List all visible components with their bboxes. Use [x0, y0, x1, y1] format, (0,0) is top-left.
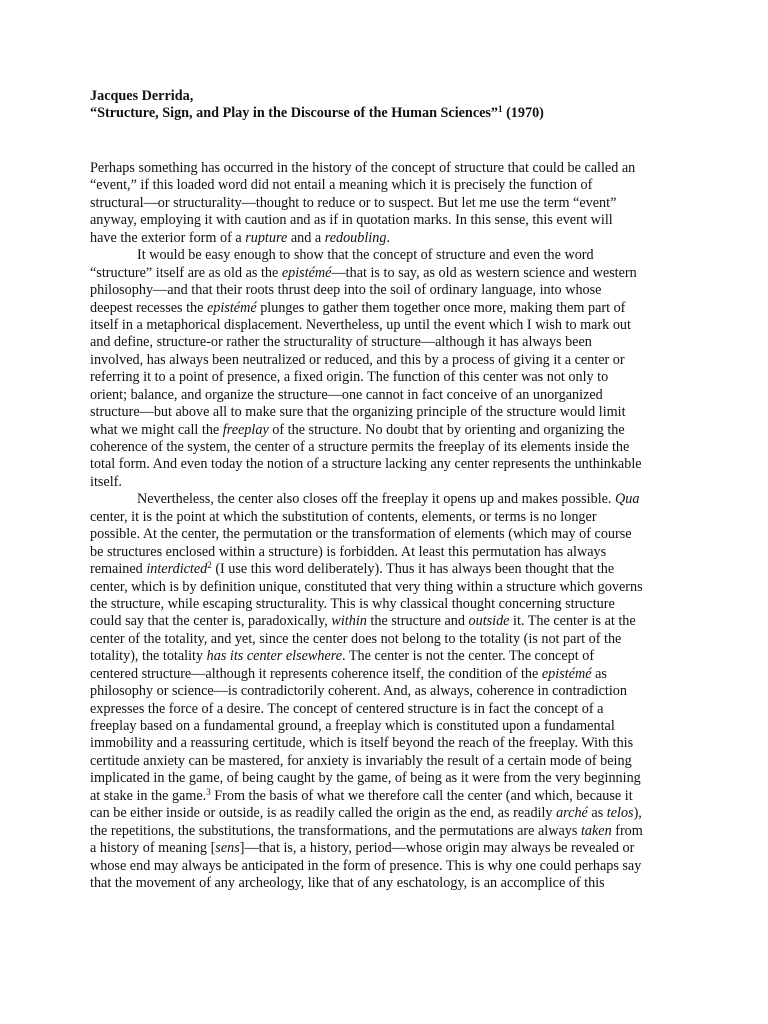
- text-line: [90, 701, 690, 718]
- text-run: philosophy—and that their roots thrust deep into the soil of ordinary language, into whose: [90, 282, 602, 299]
- text-line: [90, 805, 690, 822]
- text-run: involved, has always been neutralized or reduced, and this by a process of giving it a center or: [90, 351, 625, 368]
- text-line: [90, 300, 690, 317]
- text-run: the repetitions, the substitutions, the transformations, and the permutations are always: [90, 822, 581, 839]
- text-line: [90, 195, 690, 212]
- text-line: [90, 648, 690, 665]
- text-run: remained: [90, 561, 147, 578]
- text-run: as: [587, 805, 607, 822]
- text-run: —that is to say, as old as western science and western: [331, 264, 637, 281]
- text-line: [90, 265, 690, 282]
- text-run: Nevertheless, the center also closes off the freeplay it opens up and makes possible.: [137, 491, 616, 508]
- text-line: [90, 526, 690, 543]
- text-run: philosophy or science—is contradictorily coherent. And, as always, coherence in contradiction: [90, 683, 627, 700]
- text-run: totality), the totality: [90, 648, 207, 665]
- text-line: [90, 579, 690, 596]
- text-run: a history of meaning [: [90, 840, 216, 857]
- text-line: [90, 422, 690, 439]
- text-run: as: [591, 665, 607, 682]
- text-line: [90, 735, 690, 752]
- text-line: [90, 788, 690, 805]
- text-line: [90, 631, 690, 648]
- text-line: [90, 718, 690, 735]
- text-run: total form. And even today the notion of a structure lacking any center represents the unthinkable: [90, 456, 642, 473]
- text-run: of the structure. No doubt that by orienting and organizing the: [268, 421, 625, 438]
- text-line: [90, 334, 690, 351]
- text-run: orient; balance, and organize the structure—one cannot in fact conceive of an unorganized: [90, 386, 603, 403]
- italic-term: outside: [468, 613, 510, 630]
- footnote-marker: 3: [206, 786, 211, 797]
- italic-term: epistémé: [281, 264, 332, 281]
- text-line: [90, 439, 690, 456]
- text-line: [90, 160, 690, 177]
- text-line: [90, 212, 690, 229]
- text-run: whose end may always be anticipated in the form of presence. This is why one could perhaps say: [90, 857, 642, 874]
- text-run: Perhaps something has occurred in the history of the concept of structure that could be called an: [90, 160, 636, 176]
- title-line: [90, 105, 730, 122]
- text-run: center, which is by definition unique, constituted that very thing within a structure which governs: [90, 578, 643, 595]
- text-line: [90, 369, 690, 386]
- footnote-marker: 1: [498, 104, 503, 115]
- italic-term: telos: [606, 805, 634, 822]
- italic-term: rupture: [245, 229, 288, 246]
- text-run: structural—or structurality—thought to reduce or to suspect. But let me use the term “event”: [90, 194, 617, 211]
- text-line: [90, 404, 690, 421]
- text-run: expresses the force of a desire. The concept of centered structure is in fact the concept of a: [90, 700, 604, 717]
- italic-term: within: [331, 613, 367, 630]
- text-line: [90, 561, 690, 578]
- document-heading: [90, 88, 730, 123]
- text-run: the structure and: [366, 613, 469, 630]
- text-run: structure—but above all to make sure that the organizing principle of the structure would limit: [90, 404, 626, 421]
- italic-term: epistémé: [541, 665, 592, 682]
- text-run: referring it to a point of presence, a fixed origin. The function of this center was not only to: [90, 369, 609, 386]
- text-run: can be either inside or outside, is as readily called the origin as the end, as readily: [90, 805, 557, 822]
- text-line: [90, 491, 690, 508]
- italic-term: sens: [215, 840, 240, 857]
- text-run: From the basis of what we therefore call the center (and which, because it: [210, 787, 633, 804]
- text-run: what we might call the: [90, 421, 223, 438]
- italic-term: redoubling: [324, 229, 387, 246]
- text-line: [90, 753, 690, 770]
- italic-term: interdicted: [146, 561, 208, 578]
- text-run: deepest recesses the: [90, 299, 207, 316]
- text-run: freeplay based on a fundamental ground, a freeplay which is constituted upon a fundamental: [90, 718, 615, 734]
- text-run: immobility and a reassuring certitude, which is itself beyond the reach of the freeplay. With this: [90, 735, 634, 752]
- author-line: Jacques Derrida,: [90, 88, 194, 104]
- text-run: plunges to gather them together once more, making them part of: [256, 299, 626, 316]
- text-run: and define, structure-or rather the structurality of structure—although it has always been: [90, 334, 592, 351]
- text-run: could say that the center is, paradoxically,: [90, 613, 332, 630]
- italic-term: has its center elsewhere: [206, 648, 343, 665]
- italic-term: arché: [556, 805, 588, 822]
- text-run: “event,” if this loaded word did not entail a meaning which it is precisely the function of: [90, 177, 593, 194]
- body-text: [90, 160, 690, 892]
- text-run: from: [611, 822, 643, 839]
- text-line: [90, 858, 690, 875]
- text-line: [90, 474, 690, 491]
- text-run: have the exterior form of a: [90, 229, 246, 246]
- text-line: [90, 666, 690, 683]
- paragraph: [90, 160, 690, 247]
- text-line: [90, 840, 690, 857]
- text-line: [90, 247, 690, 264]
- text-line: [90, 317, 690, 334]
- text-run: that the movement of any archeology, like that of any eschatology, is an accomplice of this: [90, 874, 605, 891]
- text-line: [90, 282, 690, 299]
- italic-term: Qua: [615, 491, 640, 508]
- text-line: [90, 875, 690, 892]
- essay-title: “Structure, Sign, and Play in the Discourse of the Human Sciences”: [90, 105, 499, 122]
- text-run: “structure” itself are as old as the: [90, 264, 282, 281]
- text-run: centered structure—although it represents coherence itself, the condition of the: [90, 665, 542, 682]
- text-run: . The center is not the center. The concept of: [342, 648, 595, 665]
- text-line: [90, 544, 690, 561]
- text-run: certitude anxiety can be mastered, for anxiety is invariably the result of a certain mode of being: [90, 752, 632, 769]
- text-run: the structure, while escaping structurality. This is why classical thought concerning structure: [90, 595, 615, 612]
- text-run: itself.: [90, 473, 122, 490]
- text-line: [90, 770, 690, 787]
- paragraph: [90, 247, 690, 491]
- text-line: [90, 613, 690, 630]
- text-run: and a: [287, 229, 325, 246]
- italic-term: epistémé: [207, 299, 257, 316]
- essay-year: (1970): [502, 105, 544, 122]
- text-line: [90, 596, 690, 613]
- footnote-marker: 2: [207, 560, 212, 571]
- text-run: It would be easy enough to show that the concept of structure and even the word: [137, 247, 594, 264]
- text-line: [90, 387, 690, 404]
- italic-term: taken: [580, 822, 612, 839]
- text-line: [90, 509, 690, 526]
- text-run: be structures enclosed within a structure) is forbidden. At least this permutation has always: [90, 543, 607, 560]
- text-line: [90, 683, 690, 700]
- text-run: itself in a metaphorical displacement. Nevertheless, up until the event which I wish to mark out: [90, 316, 631, 333]
- text-line: [90, 230, 690, 247]
- text-run: anyway, employing it with caution and as if in quotation marks. In this sense, this event will: [90, 212, 613, 229]
- text-run: it. The center is at the: [509, 613, 636, 630]
- text-line: [90, 352, 690, 369]
- text-run: at stake in the game.: [90, 787, 207, 804]
- text-run: coherence of the system, the center of a structure permits the freeplay of its elements inside the: [90, 439, 630, 455]
- text-line: [90, 177, 690, 194]
- text-line: [90, 823, 690, 840]
- text-run: implicated in the game, of being caught by the game, of being as it were from the very beginning: [90, 770, 641, 787]
- text-run: possible. At the center, the permutation or the transformation of elements (which may of course: [90, 526, 632, 543]
- text-run: ]—that is, a history, period—whose origin may always be revealed or: [239, 840, 635, 857]
- text-run: center of the totality, and yet, since the center does not belong to the totality (is not part of the: [90, 630, 622, 647]
- text-run: (I use this word deliberately). Thus it has always been thought that the: [211, 561, 615, 578]
- italic-term: freeplay: [222, 421, 269, 438]
- paragraph: [90, 491, 690, 892]
- text-run: ),: [633, 805, 642, 822]
- text-run: .: [386, 229, 390, 246]
- text-line: [90, 456, 690, 473]
- text-run: center, it is the point at which the substitution of contents, elements, or terms is no longer: [90, 508, 597, 525]
